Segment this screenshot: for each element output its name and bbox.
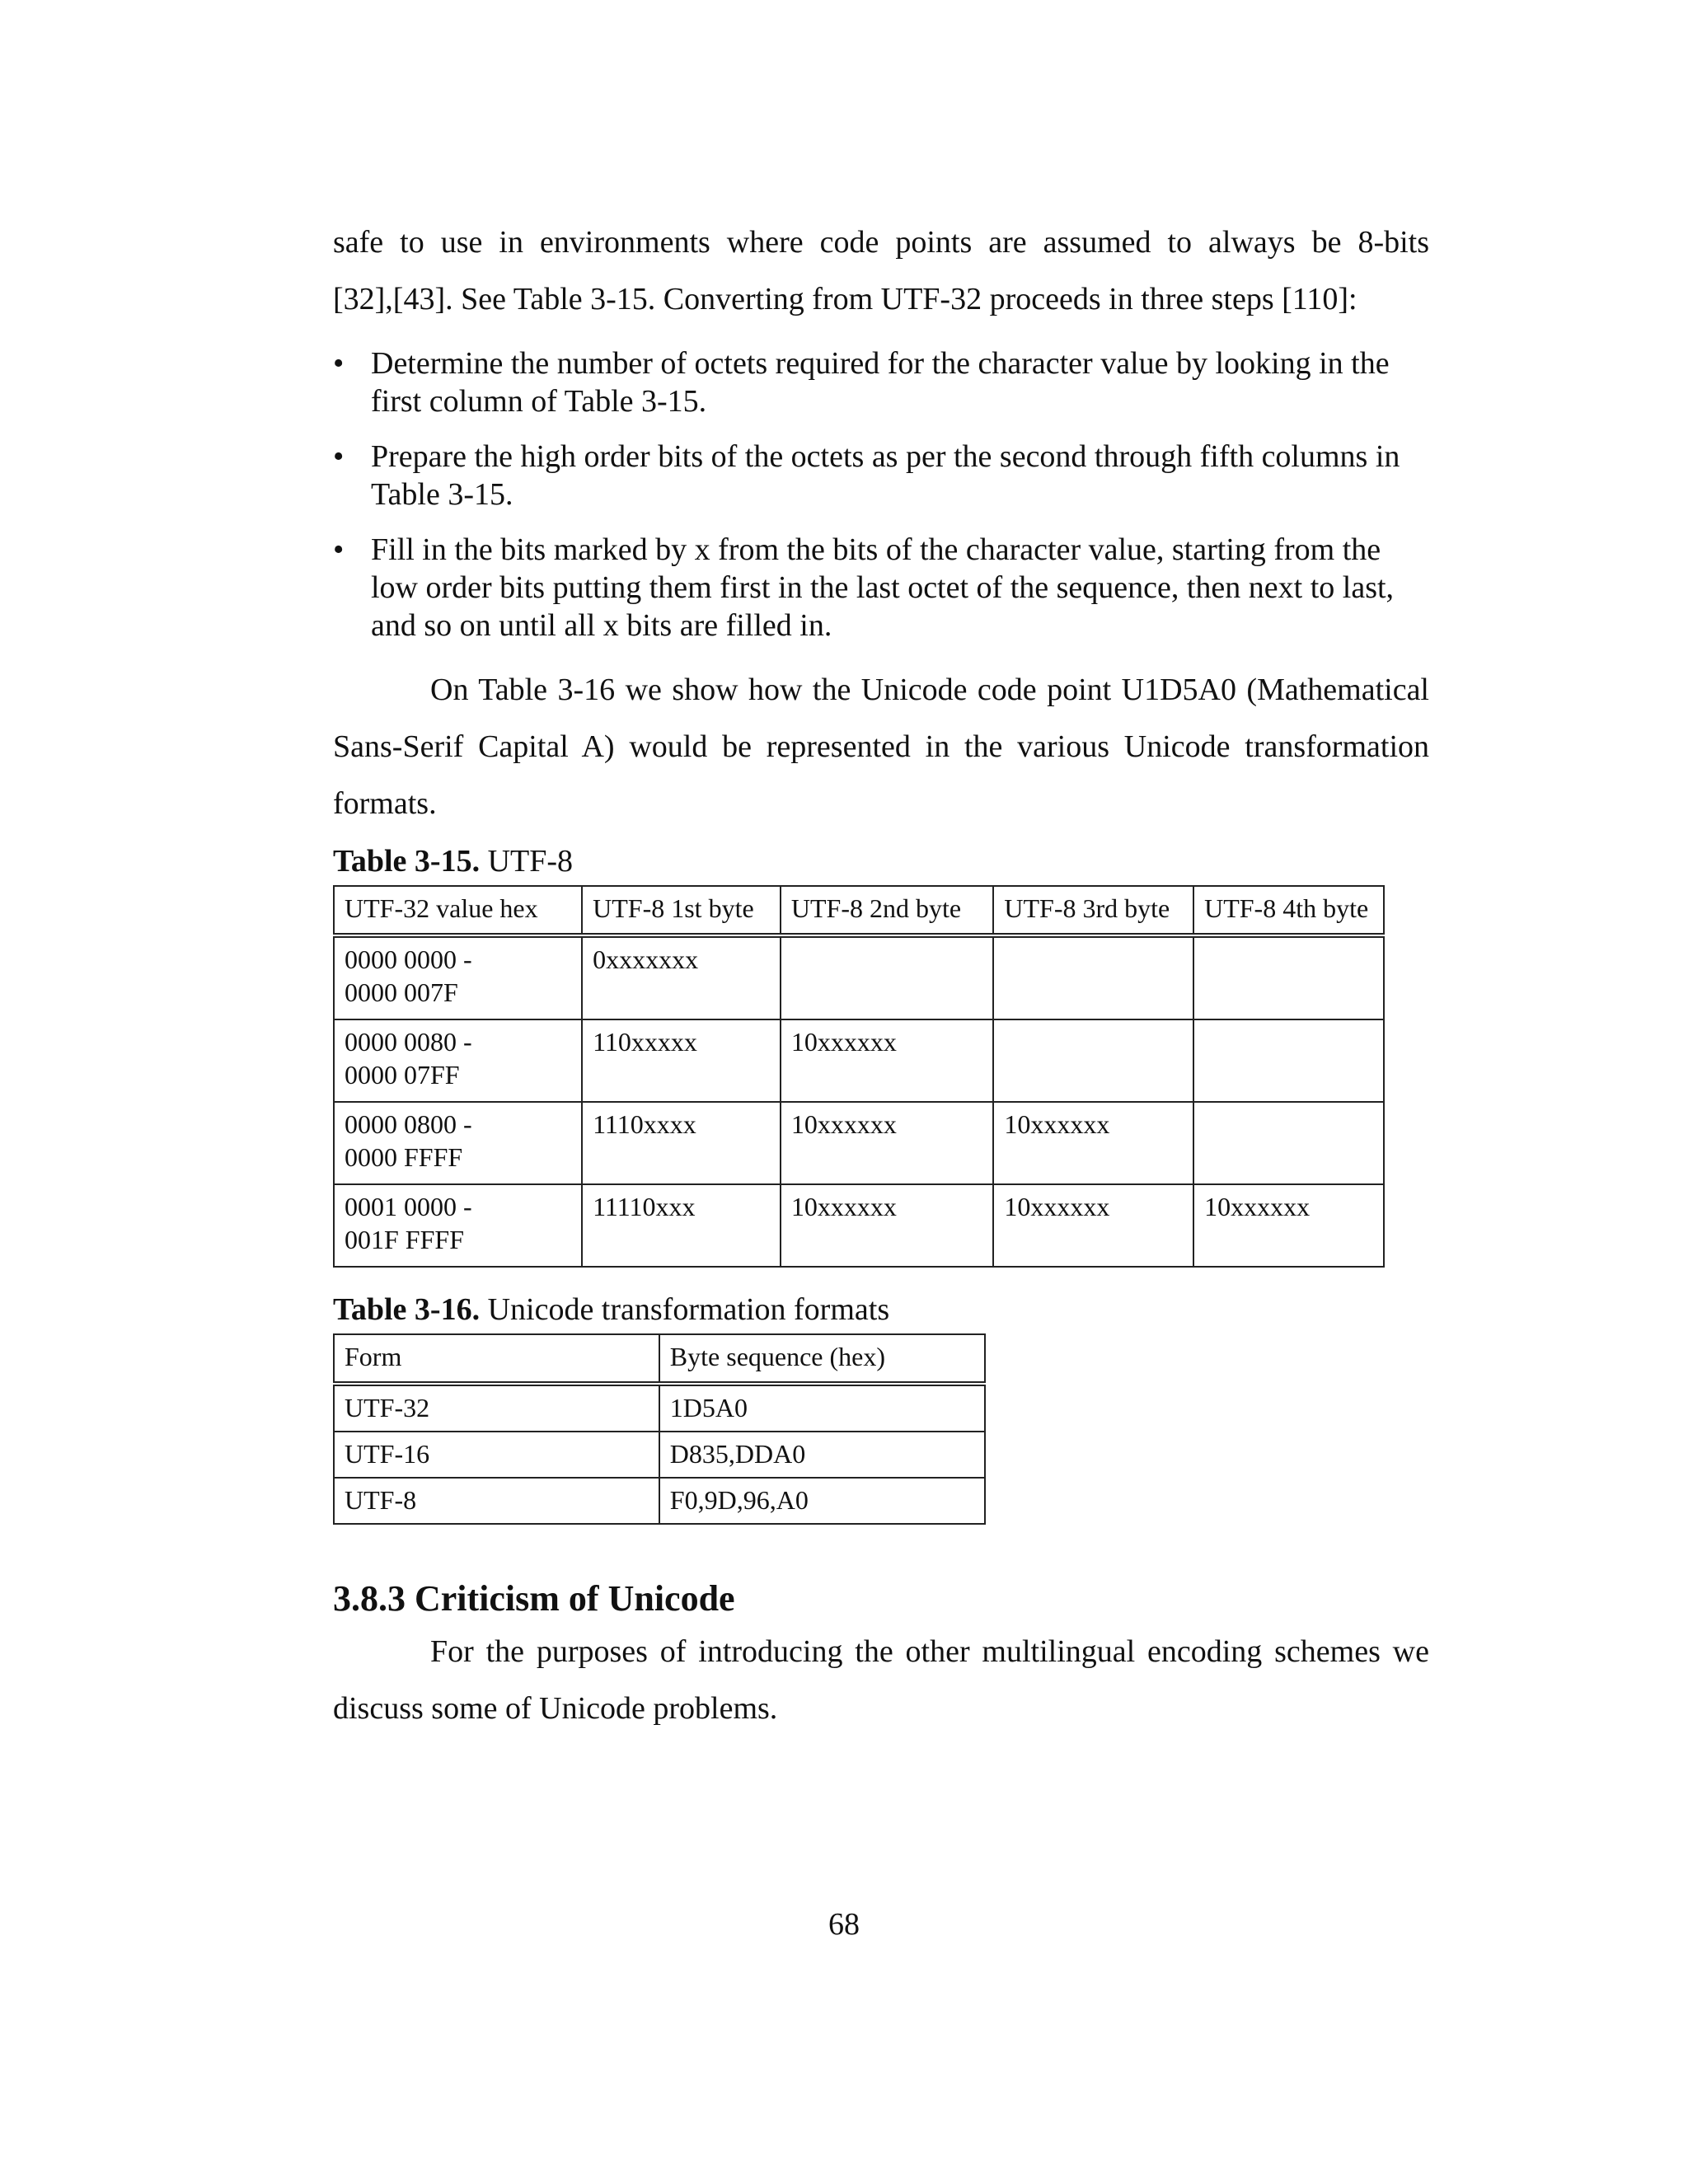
list-item bbox=[333, 438, 1429, 513]
column-header: UTF-8 2nd byte bbox=[781, 886, 994, 935]
page-number: 68 bbox=[828, 1907, 860, 1942]
range-start: 0000 0800 - bbox=[345, 1109, 472, 1139]
table-cell: 10xxxxxx bbox=[993, 1184, 1193, 1267]
table-cell: 11110xxx bbox=[582, 1184, 781, 1267]
table-cell bbox=[334, 935, 582, 1019]
table-cell bbox=[993, 935, 1193, 1019]
table-row bbox=[334, 1019, 1384, 1102]
conversion-steps-list bbox=[333, 344, 1429, 644]
list-item bbox=[333, 531, 1429, 644]
table-row bbox=[334, 1478, 985, 1524]
table-row bbox=[334, 1384, 985, 1432]
range-end: 0000 007F bbox=[345, 977, 458, 1007]
table-row bbox=[334, 1432, 985, 1478]
table-cell: F0,9D,96,A0 bbox=[659, 1478, 985, 1524]
table-cell bbox=[1193, 935, 1384, 1019]
table-cell bbox=[1193, 1019, 1384, 1102]
table-cell: UTF-16 bbox=[334, 1432, 659, 1478]
table-315-caption bbox=[333, 842, 1429, 880]
column-header: UTF-32 value hex bbox=[334, 886, 582, 935]
list-item-text: Fill in the bits marked by x from the bits of the character value, starting from the low order bits putting them first in the last octet of the sequence, then next to last, and so on until all x bits are filled in. bbox=[371, 532, 1395, 643]
range-start: 0001 0000 - bbox=[345, 1192, 472, 1221]
table-cell: D835,DDA0 bbox=[659, 1432, 985, 1478]
table-315-caption-label: Table 3-15. bbox=[333, 844, 481, 879]
table-cell: UTF-8 bbox=[334, 1478, 659, 1524]
table-cell bbox=[334, 1184, 582, 1267]
table-cell: 10xxxxxx bbox=[781, 1019, 994, 1102]
table-cell bbox=[1193, 1102, 1384, 1184]
intro-line-2: [32],[43]. See Table 3-15. Converting from UTF-32 proceeds in three steps [110]: bbox=[333, 282, 1357, 316]
table-row bbox=[334, 1102, 1384, 1184]
table-cell: 110xxxxx bbox=[582, 1019, 781, 1102]
bullet-icon: • bbox=[333, 439, 345, 474]
table-cell: 10xxxxxx bbox=[781, 1184, 994, 1267]
unicode-formats-table bbox=[333, 1333, 986, 1525]
list-item-text: Prepare the high order bits of the octets as per the second through fifth columns in Table 3-15. bbox=[371, 439, 1400, 512]
table-cell: 10xxxxxx bbox=[781, 1102, 994, 1184]
range-end: 001F FFFF bbox=[345, 1225, 464, 1254]
table-316-caption-label: Table 3-16. bbox=[333, 1292, 481, 1327]
table-cell: 1D5A0 bbox=[659, 1384, 985, 1432]
column-header: Form bbox=[334, 1334, 659, 1384]
table-cell: 10xxxxxx bbox=[1193, 1184, 1384, 1267]
paragraph-table-316-intro: On Table 3-16 we show how the Unicode code point U1D5A0 (Mathematical Sans-Serif Capital A) would be represented in the various Unicode transformation formats. bbox=[333, 673, 1429, 821]
range-start: 0000 0080 - bbox=[345, 1027, 472, 1057]
column-header: UTF-8 1st byte bbox=[582, 886, 781, 935]
table-cell bbox=[993, 1019, 1193, 1102]
table-cell bbox=[334, 1102, 582, 1184]
table-header-row bbox=[334, 886, 1384, 935]
table-cell bbox=[334, 1019, 582, 1102]
page-body bbox=[333, 214, 1429, 1737]
range-end: 0000 FFFF bbox=[345, 1142, 463, 1172]
intro-line-1: safe to use in environments where code points are assumed to always be 8-bits bbox=[333, 225, 1429, 260]
table-315-caption-title: UTF-8 bbox=[487, 844, 574, 879]
table-316-caption-title: Unicode transformation formats bbox=[487, 1292, 890, 1327]
bullet-icon: • bbox=[333, 346, 345, 381]
table-header-row bbox=[334, 1334, 985, 1384]
column-header: UTF-8 4th byte bbox=[1193, 886, 1384, 935]
utf8-table bbox=[333, 885, 1385, 1268]
list-item-text: Determine the number of octets required for the character value by looking in the first column of Table 3-15. bbox=[371, 346, 1390, 419]
table-row bbox=[334, 935, 1384, 1019]
section-paragraph: For the purposes of introducing the other multilingual encoding schemes we discuss some of Unicode problems. bbox=[333, 1634, 1429, 1726]
range-start: 0000 0000 - bbox=[345, 944, 472, 974]
table-316-caption bbox=[333, 1291, 1429, 1329]
column-header: Byte sequence (hex) bbox=[659, 1334, 985, 1384]
table-cell: UTF-32 bbox=[334, 1384, 659, 1432]
range-end: 0000 07FF bbox=[345, 1060, 460, 1090]
table-cell: 10xxxxxx bbox=[993, 1102, 1193, 1184]
table-cell: 1110xxxx bbox=[582, 1102, 781, 1184]
table-cell bbox=[781, 935, 994, 1019]
list-item bbox=[333, 344, 1429, 420]
table-cell: 0xxxxxxx bbox=[582, 935, 781, 1019]
bullet-icon: • bbox=[333, 532, 345, 567]
section-heading: 3.8.3 Criticism of Unicode bbox=[333, 1578, 735, 1619]
column-header: UTF-8 3rd byte bbox=[993, 886, 1193, 935]
table-row bbox=[334, 1184, 1384, 1267]
